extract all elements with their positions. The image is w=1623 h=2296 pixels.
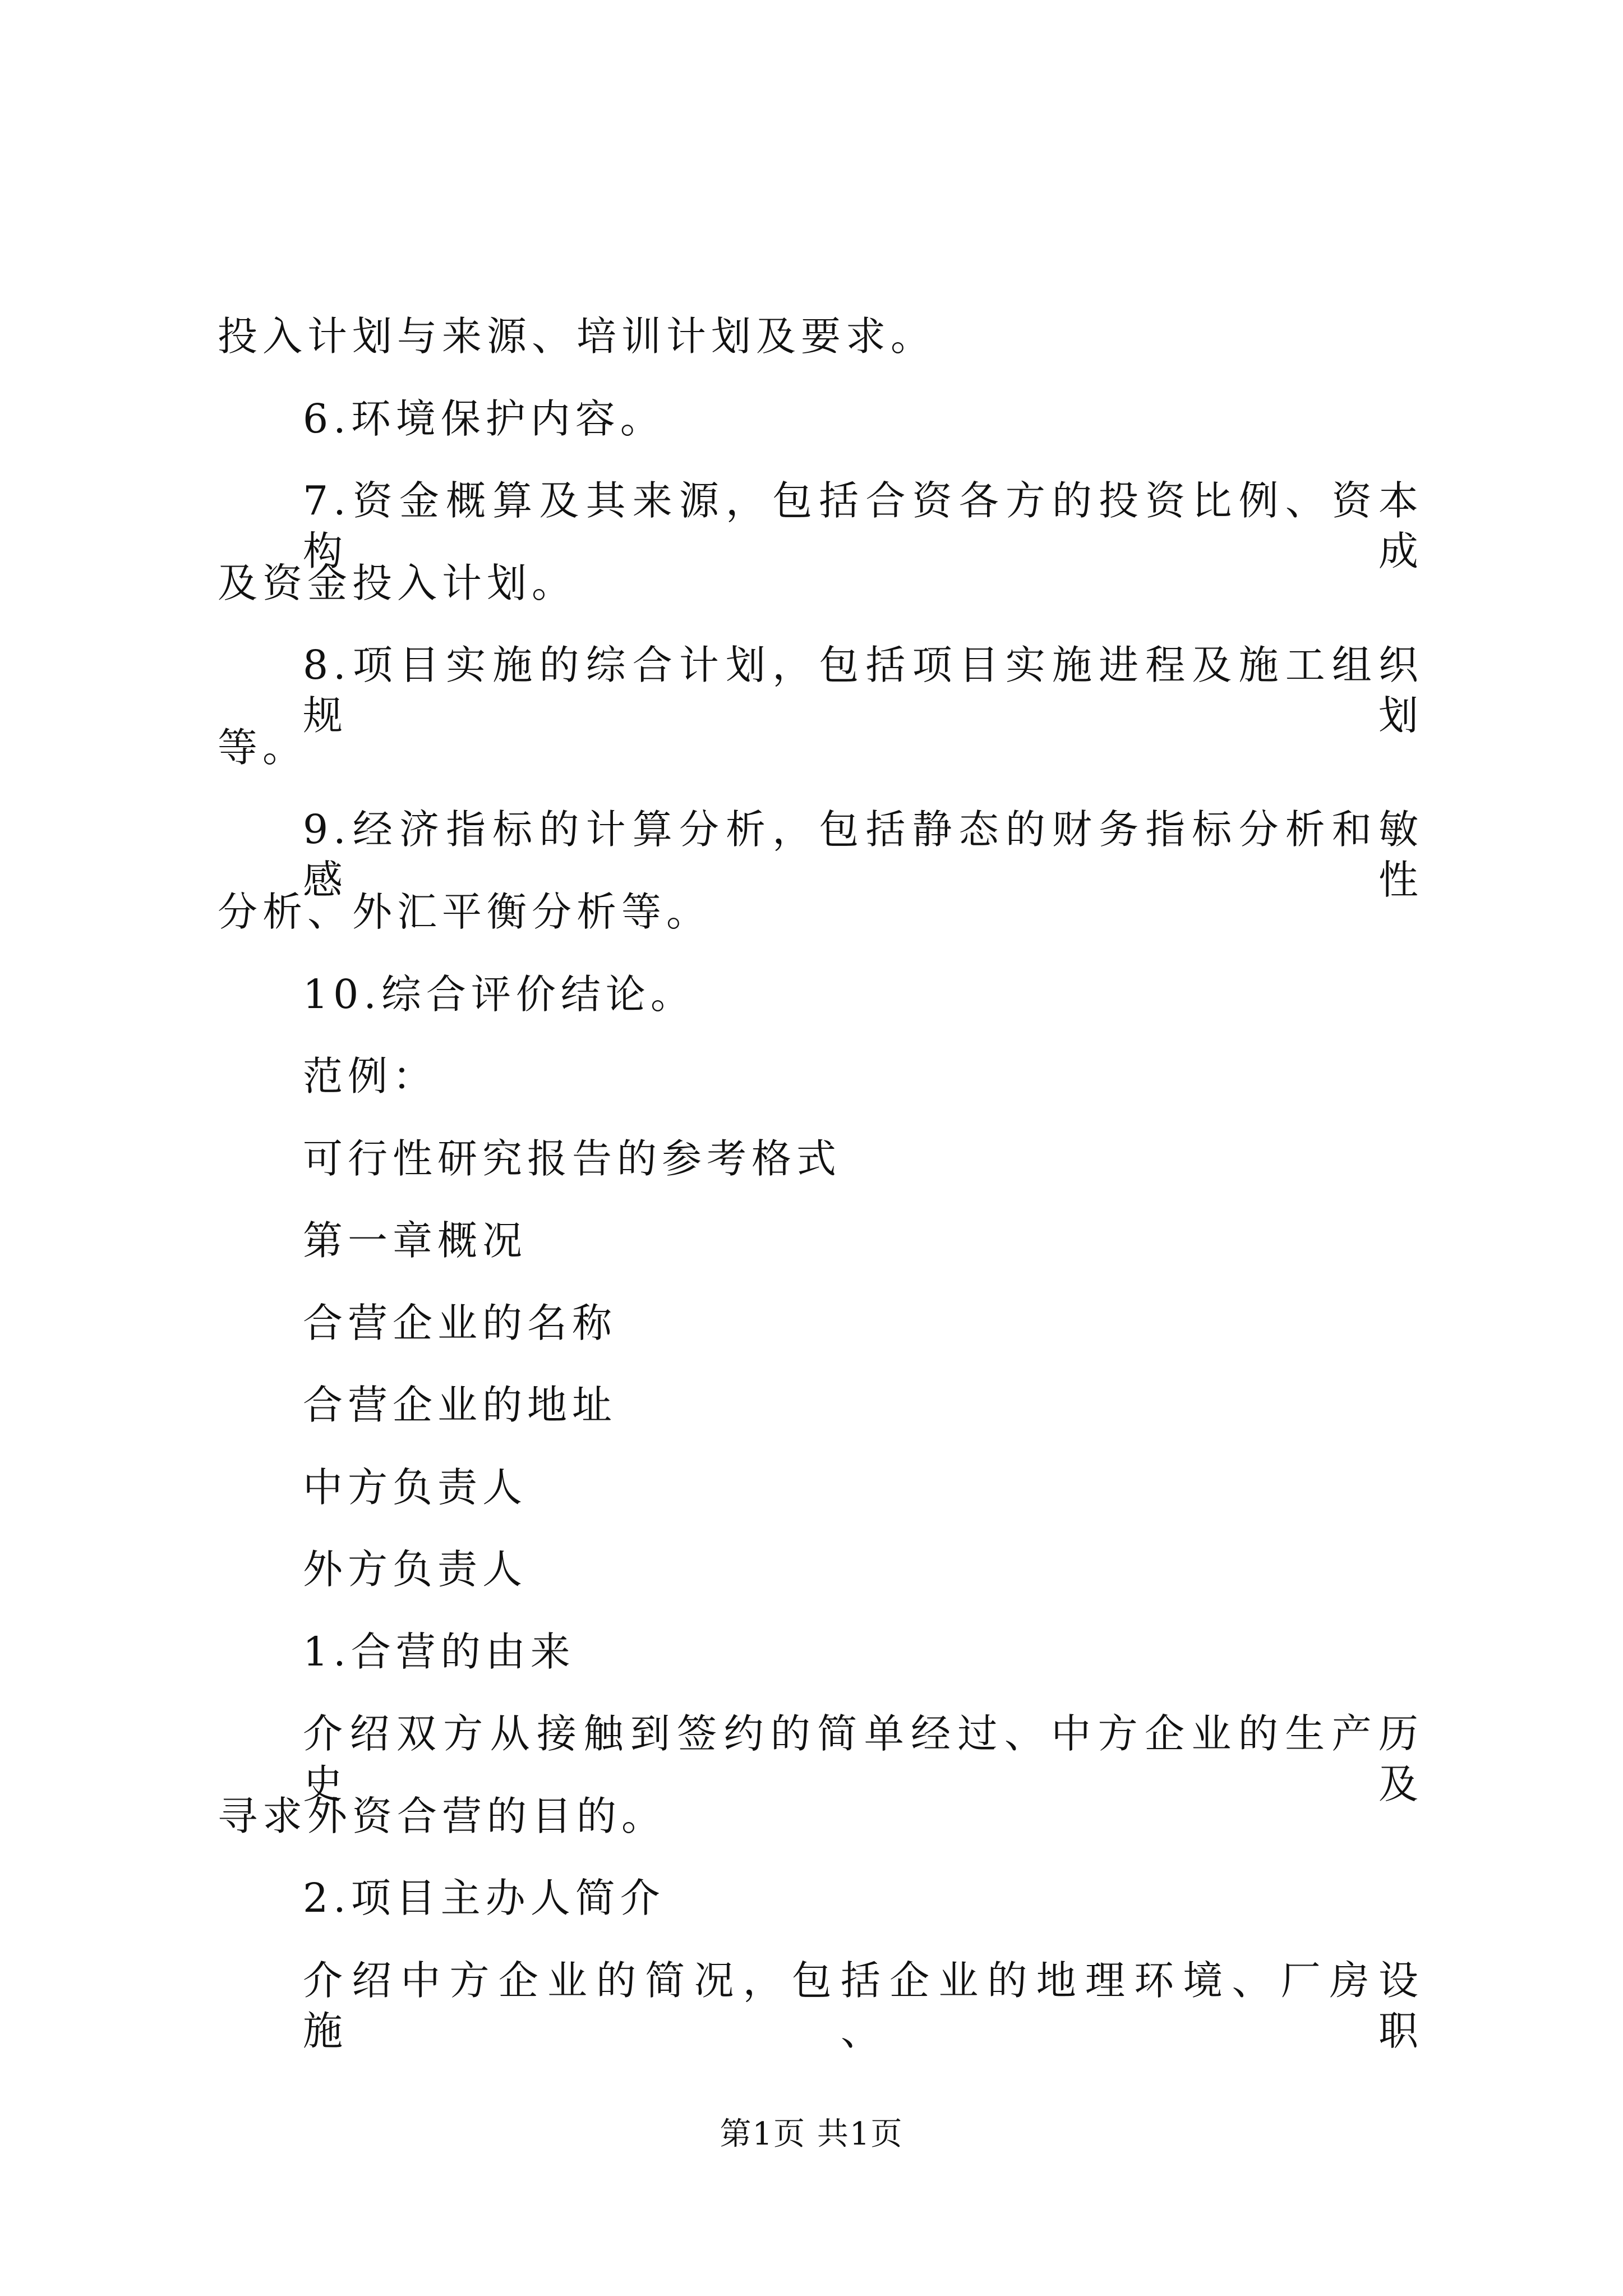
text-line: 1.合营的由来 bbox=[303, 1628, 575, 1675]
text-line: 寻求外资合营的目的。 bbox=[218, 1793, 667, 1839]
text-line: 介绍中方企业的简况，包括企业的地理环境、厂房设施、职 bbox=[303, 1957, 1423, 2054]
text-line: 等。 bbox=[218, 724, 308, 771]
text-line: 7.资金概算及其来源，包括合资各方的投资比例、资本构成 bbox=[303, 477, 1423, 574]
text-line: 外方负责人 bbox=[303, 1546, 528, 1593]
text-line: 合营企业的名称 bbox=[303, 1300, 617, 1346]
text-line: 中方负责人 bbox=[303, 1464, 528, 1511]
text-line: 第一章概况 bbox=[303, 1217, 528, 1264]
text-line: 分析、外汇平衡分析等。 bbox=[218, 889, 712, 935]
text-line: 6.环境保护内容。 bbox=[303, 395, 665, 442]
page-number-footer: 第1页 共1页 bbox=[720, 2116, 903, 2152]
text-line: 8.项目实施的综合计划，包括项目实施进程及施工组织规划 bbox=[303, 642, 1423, 739]
text-line: 可行性研究报告的参考格式 bbox=[303, 1135, 842, 1182]
text-line: 范例： bbox=[303, 1053, 438, 1099]
text-line: 10.综合评价结论。 bbox=[303, 971, 695, 1018]
text-line: 及资金投入计划。 bbox=[218, 560, 577, 606]
text-line: 合营企业的地址 bbox=[303, 1382, 617, 1428]
text-line: 介绍双方从接触到签约的简单经过、中方企业的生产历史及 bbox=[303, 1710, 1423, 1807]
text-line: 9.经济指标的计算分析，包括静态的财务指标分析和敏感性 bbox=[303, 806, 1423, 903]
text-line: 2.项目主办人简介 bbox=[303, 1875, 665, 1921]
text-line: 投入计划与来源、培训计划及要求。 bbox=[218, 313, 936, 360]
